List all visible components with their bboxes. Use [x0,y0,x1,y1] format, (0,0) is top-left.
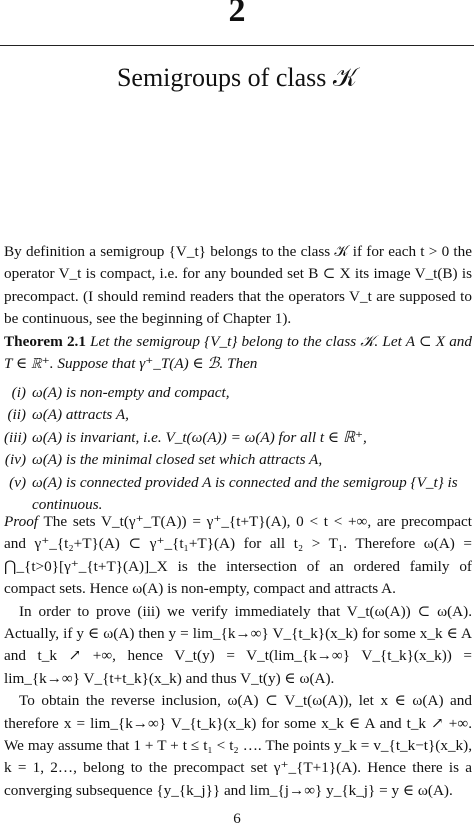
list-item [4,449,472,471]
intro-text: By definition a semigroup {V_t} belongs to the class 𝒦 if for each t > 0 the operator V_t is compact, i.e. for any bounded set B ⊂ X its image V_t(B) is precompact. (I should remind readers that the operators V_t are supposed to be continuous, see the beginning of Chapter 1). [4,243,472,328]
theorem-label: Theorem 2.1 [4,333,86,350]
item-text: ω(A) attracts A, [32,406,129,424]
list-item [4,427,472,449]
proof-block [4,511,472,802]
proof-paragraph: In order to prove (iii) we verify immediately that V_t(ω(A)) ⊂ ω(A). Actually, if y ∈ ω(A) then y = lim_{k→∞} V_{t_k}(x_k) for some x_k ∈ A and t_k ↗ +∞, hence V_t(y) = V_t(lim_{k→∞} V_{t_k}(x_k)) = lim_{k→∞} V_{t+t_k}(x_k) and thus V_t(y) ∈ ω(A). [4,602,472,687]
chapter-title: Semigroups of class 𝒦 [116,63,358,92]
item-text: ω(A) is connected provided A is connected and the semigroup {V_t} is continuous. [32,473,458,514]
item-label: (iii) [4,428,27,446]
proof-text: The sets V_t(γ⁺_T(A)) = γ⁺_{t+T}(A), 0 < t < +∞, are precompact and γ⁺_{t₂+T}(A) ⊂ γ⁺_{t₁+T}(A) for all t₂ > T₁. Therefore ω(A) = ⋂_{t>0}[γ⁺_{t+T}(A)]_X is the intersection of an ordered family of compact sets. Hence ω(A) is non-empty, compact and attracts A. [4,513,472,598]
theorem-block [4,331,472,376]
theorem-statement: Let the semigroup {V_t} belong to the class 𝒦. Let A ⊂ X and T ∈ ℝ⁺. Suppose that γ⁺_T(A) ∈ ℬ. Then [4,333,472,373]
proof-label: Proof [4,513,39,530]
theorem-line [4,331,472,376]
chapter-number: 2 [228,0,246,29]
item-text: ω(A) is the minimal closed set which attracts A, [32,451,323,469]
item-label: (iv) [4,451,26,469]
item-label: (i) [11,384,26,401]
item-text: ω(A) is non-empty and compact, [32,384,230,401]
intro-paragraph [4,241,472,331]
proof-paragraph [4,511,472,601]
item-label: (ii) [7,406,26,424]
chapter-rule [0,45,474,46]
list-item [4,472,472,517]
list-item [4,404,472,426]
list-item [4,382,472,404]
page-number: 6 [233,811,241,827]
item-label: (v) [9,473,26,491]
theorem-items [4,382,472,516]
proof-paragraph: To obtain the reverse inclusion, ω(A) ⊂ V_t(ω(A)), let x ∈ ω(A) and therefore x = lim_{k→∞} V_{t_k}(x_k) for some x_k ∈ A and t_k ↗ +∞. We may assume that 1 + T + t ≤ t₁ < t₂ …. The points y_k = v_{t_k−t}(x_k), k = 1, 2…, belong to the precompact set γ⁺_{T+1}(A). Hence there is a converging subsequence {y_{k_j}} and lim_{j→∞} y_{k_j} = y ∈ ω(A). [4,692,472,799]
item-text: ω(A) is invariant, i.e. V_t(ω(A)) = ω(A) for all t ∈ ℝ⁺, [32,428,367,446]
